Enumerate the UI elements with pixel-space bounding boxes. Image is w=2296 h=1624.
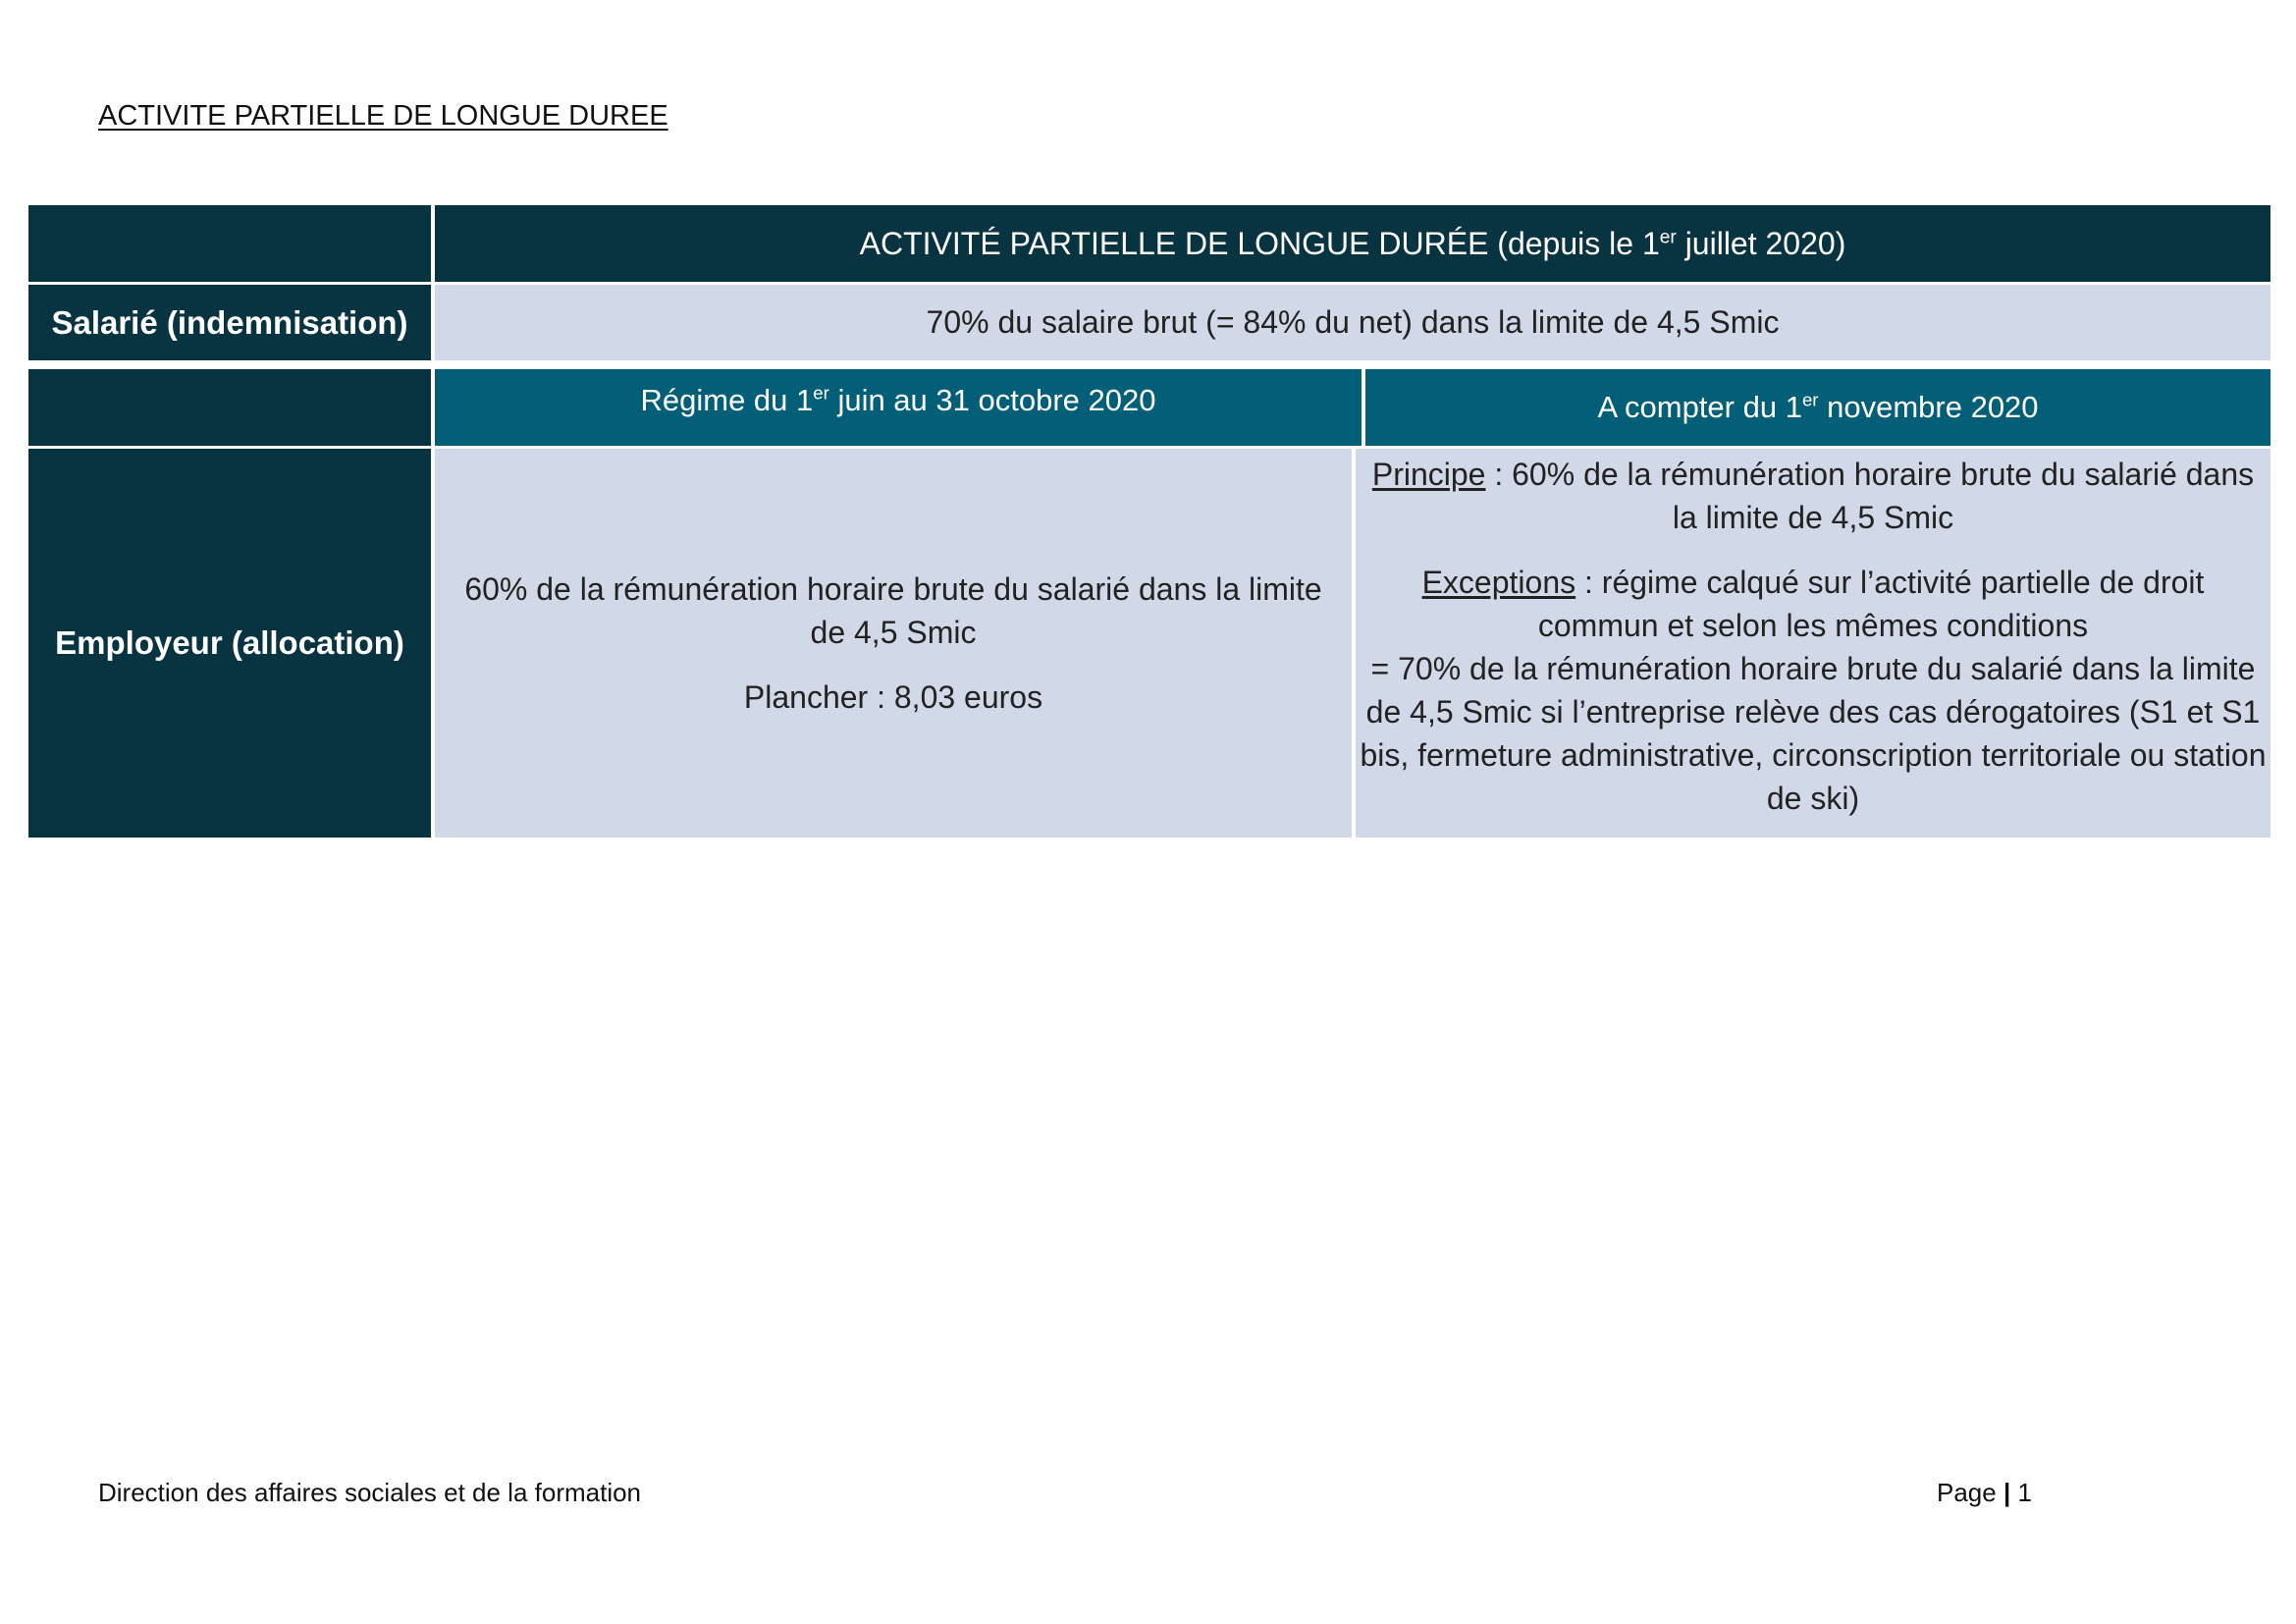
salarie-row [28,285,2270,360]
employeur-p2-exceptions-detail: = 70% de la rémunération horaire brute du salarié dans la limite de 4,5 Smic si l’entreprise relève des cas dérogatoires (S1 et S1 bis, fermeture administrative, circonscription territoriale ou station de ski) [1360,651,2267,816]
header-empty-cell [28,205,431,282]
table-header-row [28,205,2270,282]
period-empty-cell [28,369,431,446]
employeur-period-1-cell [435,449,1352,838]
period-header-row [28,369,2270,446]
footer-organization: Direction des affaires sociales et de la formation [98,1478,642,1507]
footer-page-number: Page | 1 [1937,1478,2032,1507]
salarie-value: 70% du salaire brut (= 84% du net) dans la limite de 4,5 Smic [435,285,2270,360]
employeur-row [28,449,2270,838]
employeur-period-2-cell [1356,449,2270,838]
comparison-table [28,205,2270,838]
header-title-cell [435,205,2270,282]
period-2-header: A compter du 1er novembre 2020 [1365,369,2270,446]
employeur-label: Employeur (allocation) [28,449,431,838]
document-title: ACTIVITE PARTIELLE DE LONGUE DUREE [98,100,668,132]
employeur-p2-exceptions: Exceptions : régime calqué sur l’activité partielle de droit commun et selon les mêmes conditions [1421,565,2205,643]
employeur-p2-principe: Principe : 60% de la rémunération horaire brute du salarié dans la limite de 4,5 Smic [1371,457,2255,535]
employeur-p1-rate: 60% de la rémunération horaire brute du salarié dans la limite de 4,5 Smic [464,571,1322,650]
salarie-label: Salarié (indemnisation) [28,285,431,360]
period-1-header: Régime du 1er juin au 31 octobre 2020 [435,369,1362,446]
employeur-p1-plancher: Plancher : 8,03 euros [743,679,1043,715]
header-title: ACTIVITÉ PARTIELLE DE LONGUE DURÉE (depuis le 1er juillet 2020) [859,225,1846,261]
